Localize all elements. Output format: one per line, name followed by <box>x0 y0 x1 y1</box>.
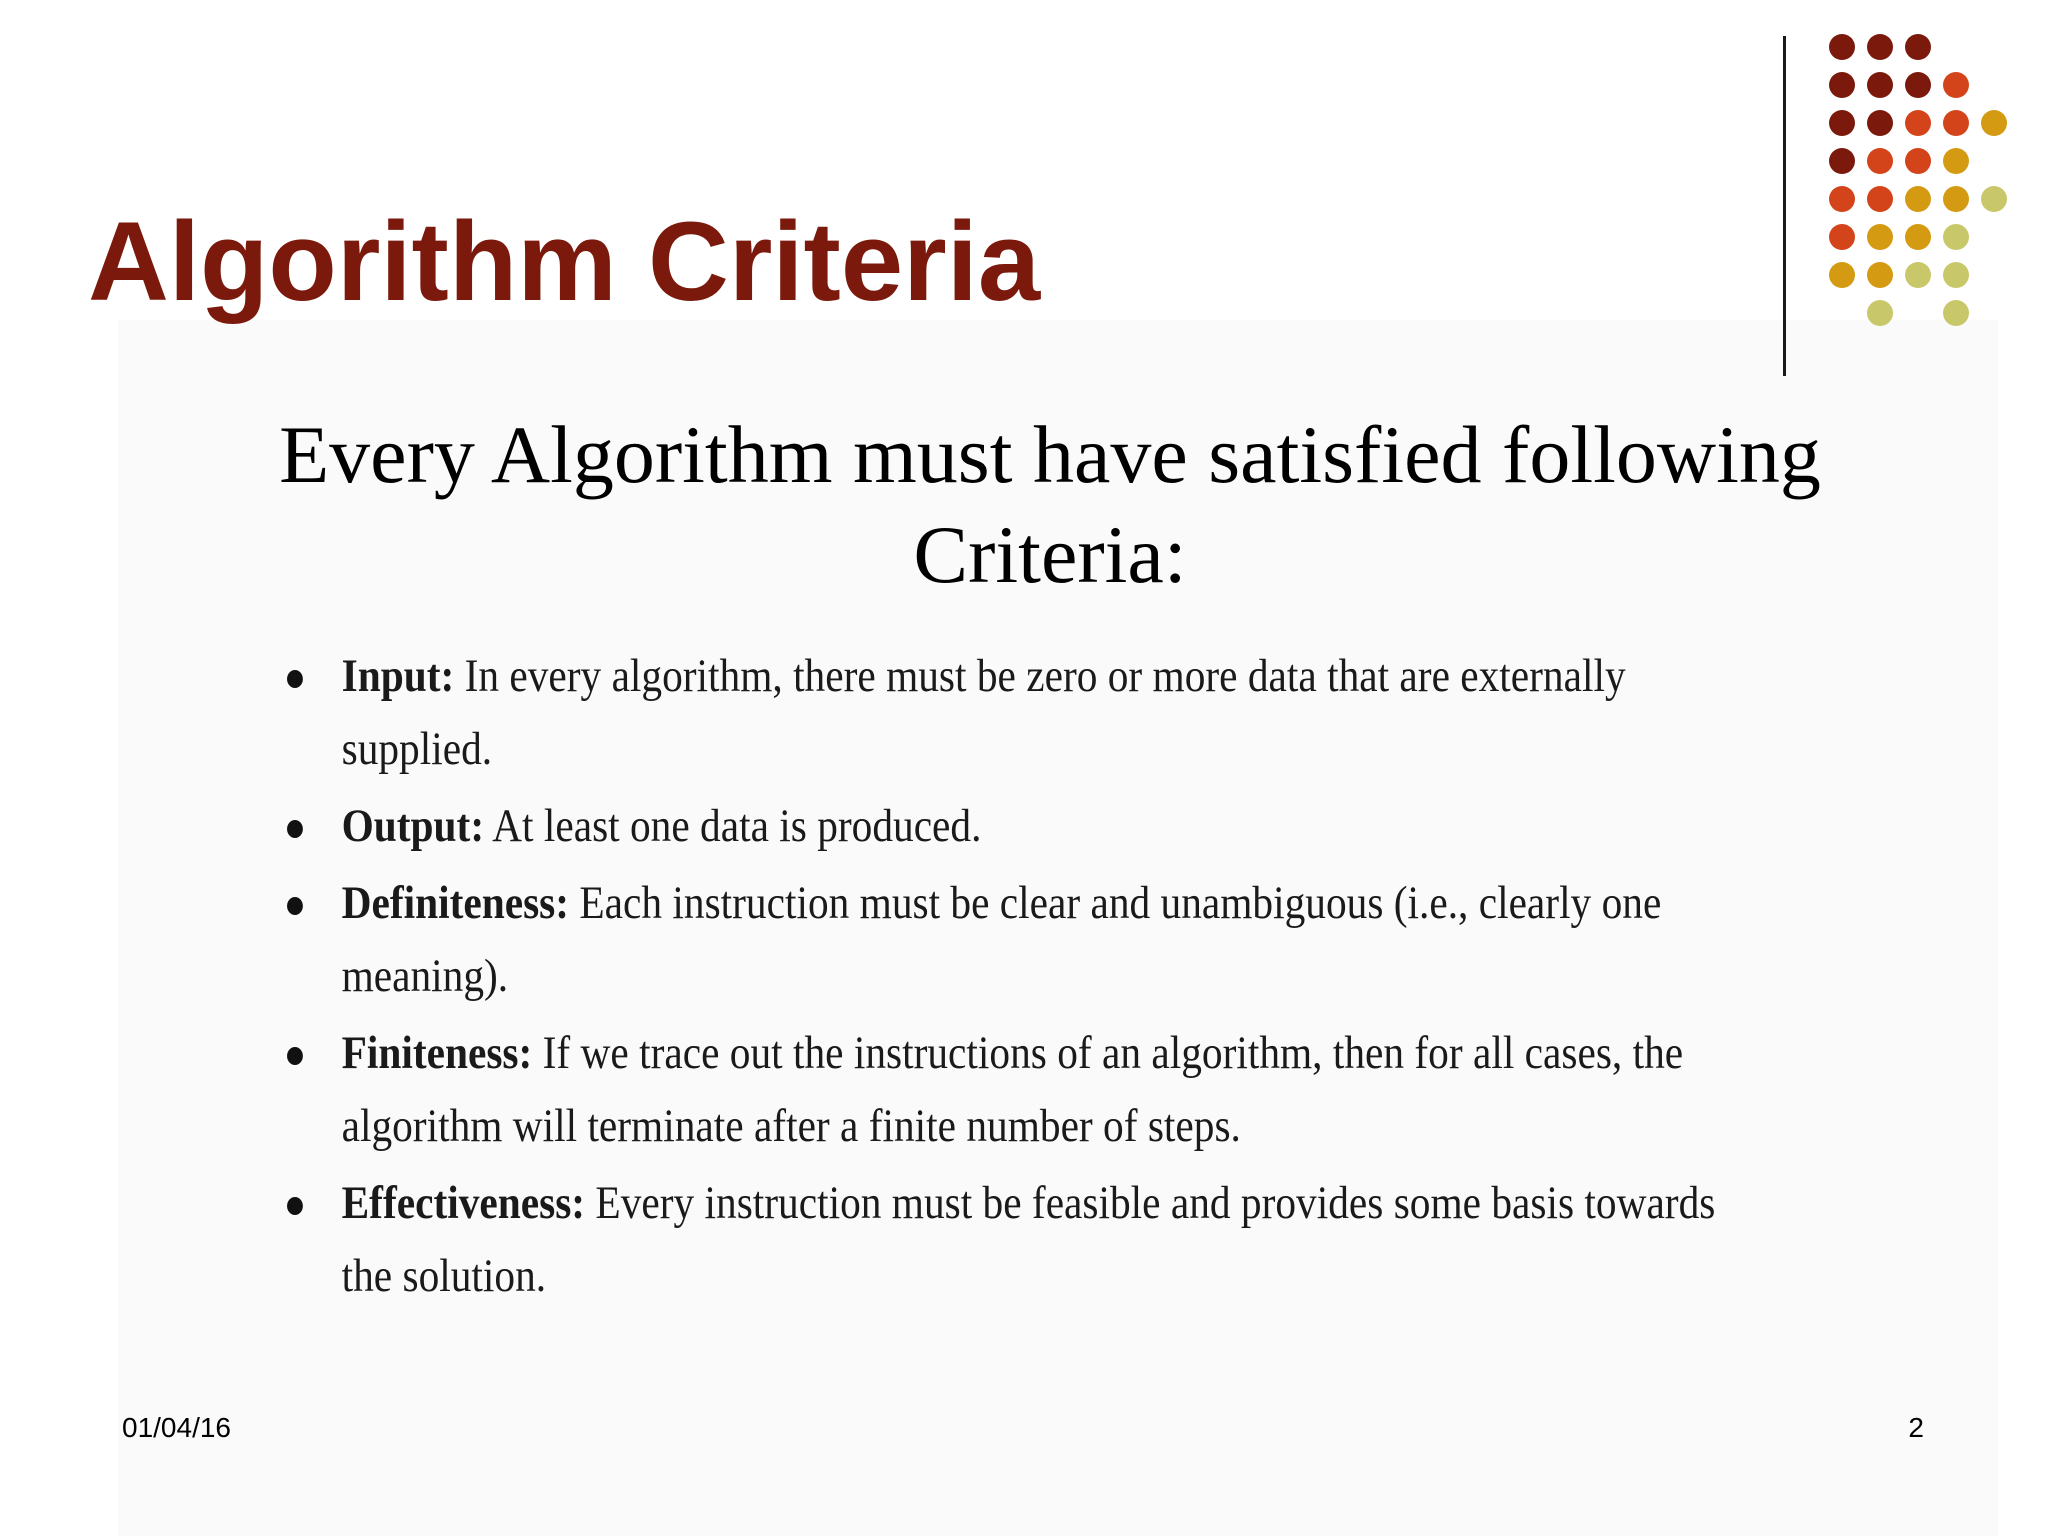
decorative-dot <box>1905 110 1931 136</box>
decorative-dot <box>1905 34 1931 60</box>
criteria-item-definiteness <box>280 867 1741 1013</box>
criteria-item-finiteness <box>280 1017 1741 1163</box>
slide-subtitle: Every Algorithm must have satisfied following Criteria: <box>279 409 1821 600</box>
decorative-dot <box>1867 110 1893 136</box>
decorative-dot <box>1829 110 1855 136</box>
decorative-dot <box>1867 262 1893 288</box>
criteria-item-output <box>280 790 1741 863</box>
bullet-icon <box>287 670 303 688</box>
criteria-term: Finiteness: <box>341 1027 533 1079</box>
bullet-icon <box>287 897 303 915</box>
decorative-dot <box>1905 224 1931 250</box>
bullet-icon <box>287 1047 303 1065</box>
bullet-icon <box>287 820 303 838</box>
footer-page-number: 2 <box>1908 1412 1924 1443</box>
decorative-dot <box>1867 148 1893 174</box>
decorative-dot <box>1943 300 1969 326</box>
decorative-dot <box>1943 148 1969 174</box>
decorative-dot <box>1943 262 1969 288</box>
criteria-term: Output: <box>341 800 485 852</box>
slide-title: Algorithm Criteria <box>88 199 1041 324</box>
decorative-dot <box>1829 186 1855 212</box>
decorative-dot <box>1905 148 1931 174</box>
decorative-dot <box>1829 224 1855 250</box>
decorative-dot <box>1981 186 2007 212</box>
criteria-term: Definiteness: <box>341 877 570 929</box>
decorative-dot <box>1905 262 1931 288</box>
bullet-icon <box>287 1197 303 1215</box>
decorative-dot <box>1981 110 2007 136</box>
criteria-description: Every instruction must be feasible and provides some basis towards the solution. <box>341 1177 1716 1302</box>
decorative-dot <box>1829 262 1855 288</box>
decorative-dot <box>1943 186 1969 212</box>
decorative-dot <box>1905 72 1931 98</box>
decorative-dot <box>1867 34 1893 60</box>
criteria-list <box>280 640 1741 1317</box>
criteria-term: Effectiveness: <box>341 1177 586 1229</box>
decorative-dot <box>1867 300 1893 326</box>
footer-date: 01/04/16 <box>122 1412 231 1443</box>
decorative-dot <box>1829 148 1855 174</box>
criteria-description: In every algorithm, there must be zero or more data that are externally supplied. <box>341 650 1626 775</box>
divider-line <box>1783 36 1786 376</box>
decorative-dot <box>1943 110 1969 136</box>
criteria-description: If we trace out the instructions of an algorithm, then for all cases, the algorithm will terminate after a finite number of steps. <box>341 1027 1684 1152</box>
decorative-dot <box>1905 186 1931 212</box>
decorative-dot <box>1867 72 1893 98</box>
decorative-dot <box>1867 186 1893 212</box>
decorative-dot <box>1943 224 1969 250</box>
criteria-item-input <box>280 640 1741 786</box>
criteria-description: Each instruction must be clear and unambiguous (i.e., clearly one meaning). <box>341 877 1662 1002</box>
decorative-dot <box>1867 224 1893 250</box>
criteria-description: At least one data is produced. <box>484 800 982 852</box>
decorative-dot <box>1943 72 1969 98</box>
decorative-dot <box>1829 34 1855 60</box>
criteria-term: Input: <box>341 650 455 702</box>
criteria-item-effectiveness <box>280 1167 1741 1313</box>
decorative-dot <box>1829 72 1855 98</box>
